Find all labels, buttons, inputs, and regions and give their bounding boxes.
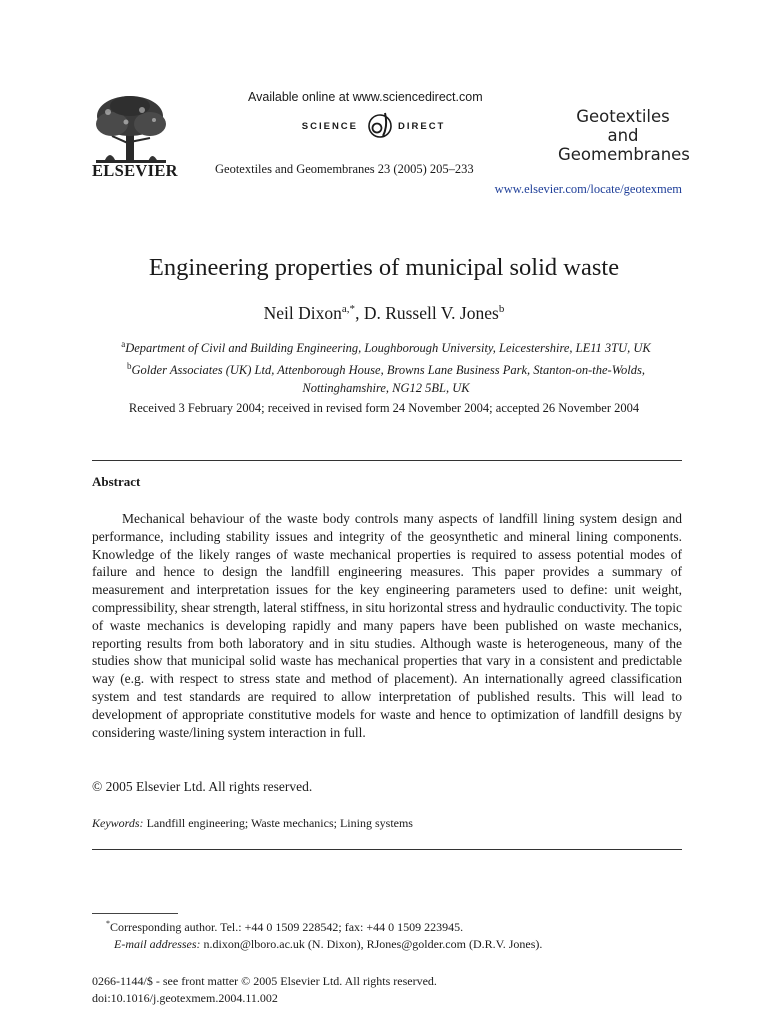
abstract-body	[92, 510, 682, 741]
journal-name-line-3: Geomembranes	[558, 145, 690, 164]
article-title: Engineering properties of municipal solid waste	[148, 254, 620, 281]
author-1-superscript: a,*	[341, 303, 356, 316]
received-dates: Received 3 February 2004; received in revised form 24 November 2004; accepted 26 November 2004	[128, 401, 640, 415]
abstract-heading: Abstract	[92, 474, 141, 489]
email-footnote	[114, 937, 542, 952]
author-separator: ,	[355, 303, 364, 323]
author-name-2: D. Russell V. Jones	[363, 303, 499, 323]
keywords-text: Landfill engineering; Waste mechanics; Lining systems	[146, 816, 413, 830]
affiliation-a-text: Department of Civil and Building Engineering, Loughborough University, Leicestershire, LE11 3TU, UK	[125, 341, 651, 356]
affiliation-a-marker: a	[121, 339, 126, 349]
journal-name-line-1: Geotextiles	[576, 107, 670, 126]
author-2-superscript: b	[498, 303, 505, 316]
author-name-1: Neil Dixon	[263, 303, 342, 323]
abstract-paragraph: Mechanical behaviour of the waste body controls many aspects of landfill lining system design and performance, including stability issues and integrity of the geosynthetic and mineral lining components. Knowledge of the likely ranges of waste mechanical properties is required to assess potential modes of failure and hence to design the landfill engineering measures. This paper provides a summary of measurement and interpretation issues for the key engineering parameters used to define: unit weight, compressibility, shear strength, lateral stiffness, in situ horizontal stress and hydraulic conductivity. The topic of waste mechanics is developing rapidly and many papers have been published on waste mechanics, reporting results from both laboratory and in situ studies. Although waste is heterogeneous, many of the studies show that municipal solid waste has mechanical properties that vary in a consistent and predictable way (e.g. with respect to stress state and method of placement). An internationally agreed classification system and test standards are required to allow interpretation of published results. This will lead to development of appropriate constitutive models for waste and hence to optimization of landfill designs by considering waste/lining system interaction in full.	[92, 511, 682, 740]
available-online-text: Available online at www.sciencedirect.com	[248, 90, 483, 104]
email-label: E-mail addresses:	[114, 937, 201, 951]
copyright-notice: © 2005 Elsevier Ltd. All rights reserved.	[92, 779, 313, 794]
doi-link[interactable]: doi:10.1016/j.geotexmem.2004.11.002	[92, 991, 278, 1005]
keywords	[92, 816, 413, 831]
publisher-name: ELSEVIER	[92, 161, 178, 180]
abstract-bottom-rule	[92, 849, 682, 850]
footnote-rule	[92, 913, 178, 914]
journal-citation: Geotextiles and Geomembranes 23 (2005) 205–233	[215, 162, 474, 176]
affiliation-b-marker: b	[127, 361, 132, 372]
corresponding-mark: *	[106, 919, 110, 928]
sd-right-text: DIRECT	[398, 121, 446, 132]
abstract-top-rule	[92, 460, 682, 461]
affiliation-b	[88, 357, 684, 397]
affiliation-b-text: Golder Associates (UK) Ltd, Attenborough House, Browns Lane Business Park, Stanton-on-the-Wolds, Nottinghamshire, NG12 5BL, UK	[131, 363, 645, 396]
journal-name-line-2: and	[607, 126, 639, 145]
keywords-label: Keywords:	[92, 816, 144, 830]
affiliation-a	[88, 335, 684, 357]
corresponding-author-footnote	[106, 919, 463, 935]
issn-line: 0266-1144/$ - see front matter © 2005 Elsevier Ltd. All rights reserved.	[92, 974, 437, 988]
sciencedirect-wordmark	[290, 108, 470, 142]
journal-url-link[interactable]: www.elsevier.com/locate/geotexmem	[494, 182, 682, 196]
email-text[interactable]: n.dixon@lboro.ac.uk (N. Dixon), RJones@golder.com (D.R.V. Jones).	[203, 937, 543, 951]
affiliations	[88, 335, 684, 397]
sd-left-text: SCIENCE	[301, 121, 358, 132]
corresponding-text: Corresponding author. Tel.: +44 0 1509 228542; fax: +44 0 1509 223945.	[110, 920, 464, 934]
journal-name	[558, 107, 688, 164]
author-list	[0, 303, 768, 324]
